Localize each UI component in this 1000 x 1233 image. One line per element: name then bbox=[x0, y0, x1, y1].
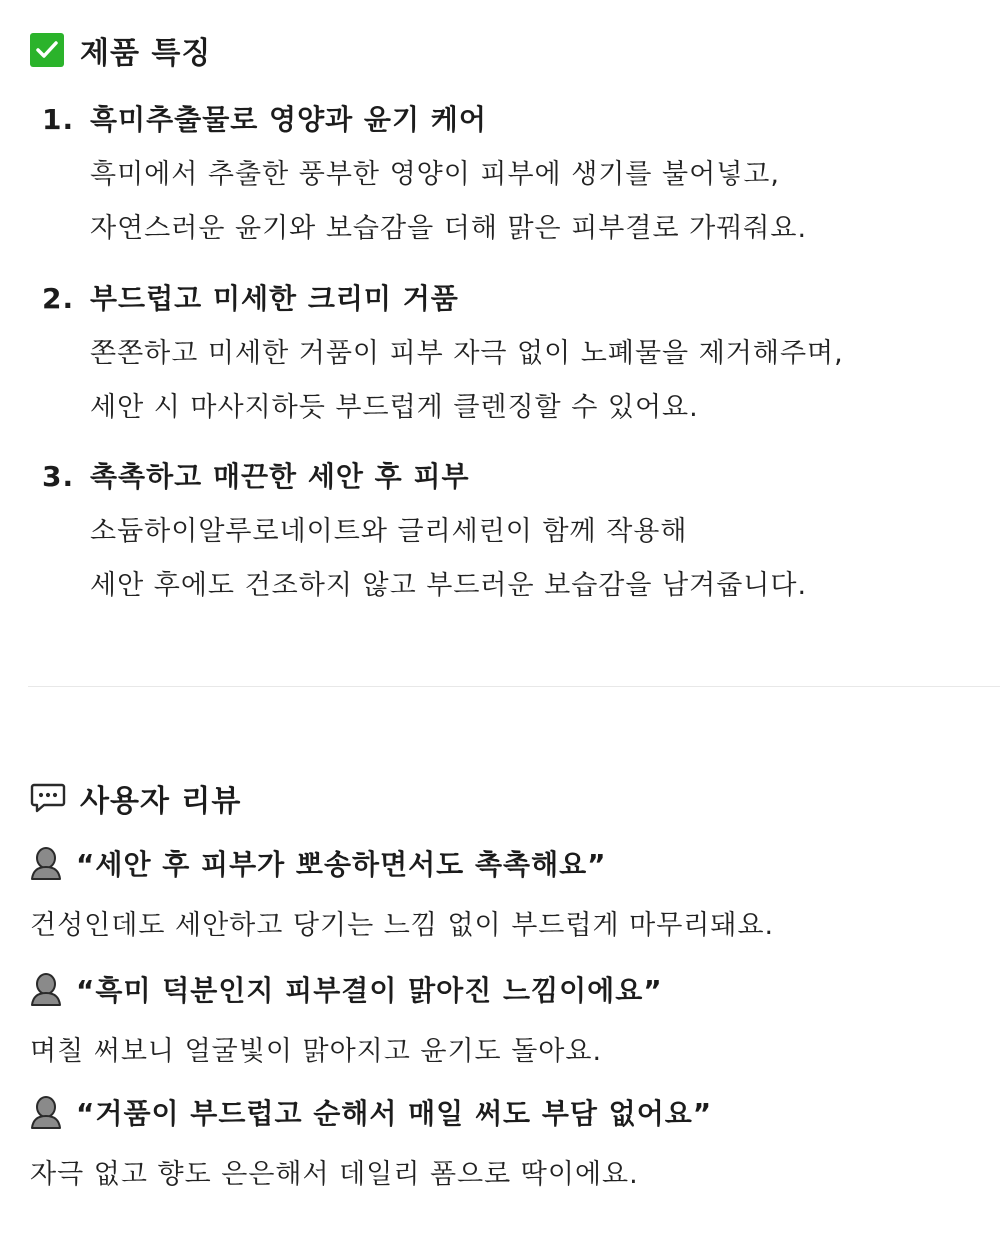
feature-title bbox=[42, 277, 459, 317]
feature-description-line: 쫀쫀하고 미세한 거품이 피부 자극 없이 노폐물을 제거해주며, bbox=[90, 338, 844, 369]
reviews-heading bbox=[30, 776, 241, 820]
feature-title bbox=[42, 455, 470, 495]
section-divider bbox=[28, 686, 1000, 687]
feature-description-line: 자연스러운 윤기와 보습감을 더해 맑은 피부결로 가꿔줘요. bbox=[90, 213, 808, 244]
feature-title-text: 부드럽고 미세한 크리미 거품 bbox=[90, 282, 459, 315]
feature-title-text: 흑미추출물로 영양과 윤기 케어 bbox=[90, 103, 487, 136]
review-title bbox=[30, 843, 990, 883]
features-heading-text: 제품 특징 bbox=[80, 36, 212, 71]
feature-description-line: 소듐하이알루로네이트와 글리세린이 함께 작용해 bbox=[90, 516, 688, 547]
feature-number: 2. bbox=[42, 282, 75, 315]
feature-title-text: 촉촉하고 매끈한 세안 후 피부 bbox=[90, 460, 470, 493]
review-item bbox=[30, 843, 990, 942]
person-icon bbox=[30, 972, 64, 1006]
feature-title bbox=[42, 98, 487, 138]
review-body: 자극 없고 향도 은은해서 데일리 폼으로 딱이에요. bbox=[30, 1159, 639, 1190]
person-icon bbox=[30, 846, 64, 880]
review-item bbox=[30, 1092, 990, 1191]
review-body: 건성인데도 세안하고 당기는 느낌 없이 부드럽게 마무리돼요. bbox=[30, 910, 775, 941]
review-title-text: “흑미 덕분인지 피부결이 맑아진 느낌이에요” bbox=[76, 974, 663, 1007]
feature-number: 1. bbox=[42, 103, 75, 136]
review-title-text: “세안 후 피부가 뽀송하면서도 촉촉해요” bbox=[76, 848, 607, 881]
reviews-heading-text: 사용자 리뷰 bbox=[80, 784, 242, 819]
review-title bbox=[30, 1092, 990, 1132]
speech-bubble-icon bbox=[30, 781, 66, 815]
feature-description-line: 세안 후에도 건조하지 않고 부드러운 보습감을 남겨줍니다. bbox=[90, 570, 808, 601]
review-title bbox=[30, 969, 990, 1009]
features-heading bbox=[30, 28, 211, 72]
person-icon bbox=[30, 1095, 64, 1129]
review-body: 며칠 써보니 얼굴빛이 맑아지고 윤기도 돌아요. bbox=[30, 1036, 603, 1067]
review-item bbox=[30, 969, 990, 1068]
feature-description-line: 흑미에서 추출한 풍부한 영양이 피부에 생기를 불어넣고, bbox=[90, 159, 780, 190]
feature-description-line: 세안 시 마사지하듯 부드럽게 클렌징할 수 있어요. bbox=[90, 392, 699, 423]
feature-number: 3. bbox=[42, 460, 75, 493]
review-title-text: “거품이 부드럽고 순해서 매일 써도 부담 없어요” bbox=[76, 1097, 713, 1130]
check-mark-icon bbox=[30, 33, 64, 67]
